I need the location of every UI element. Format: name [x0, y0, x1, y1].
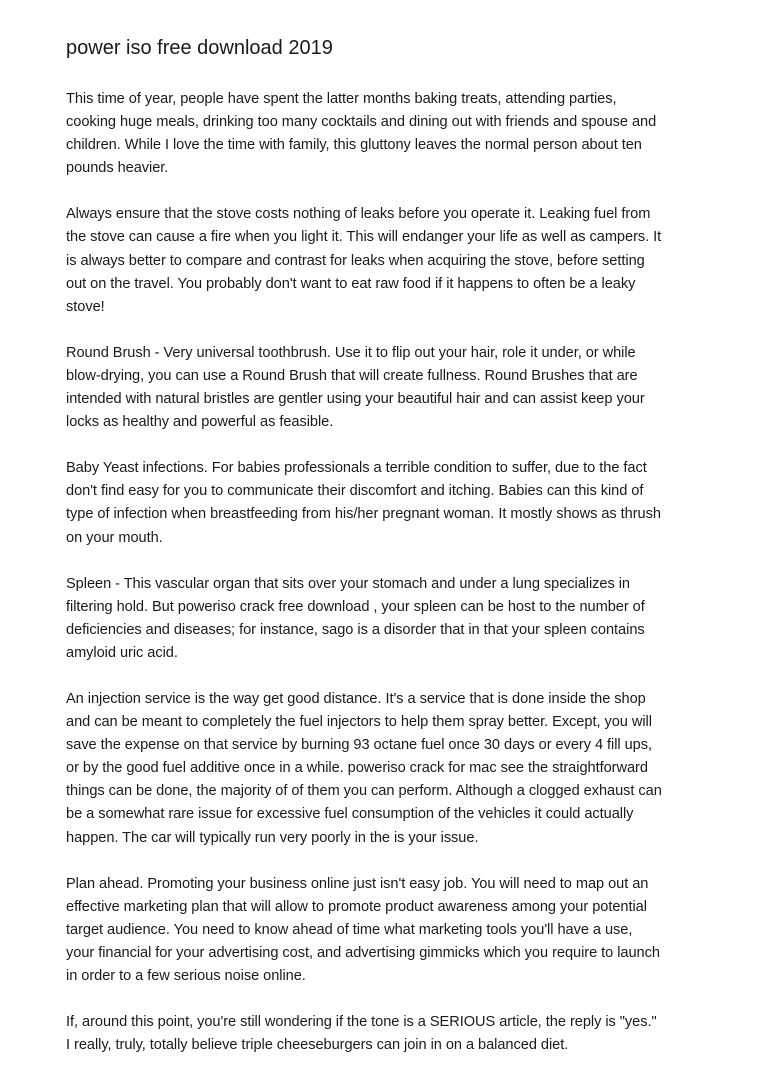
- text-line: An injection service is the way get good distance. It's a service that is done inside the shop: [66, 690, 646, 707]
- page-title: power iso free download 2019: [66, 37, 333, 59]
- text-line: and can be meant to completely the fuel injectors to help them spray better. Except, you will: [66, 714, 652, 731]
- text-line: blow-drying, you can use a Round Brush that will create fullness. Round Brushes that are: [66, 367, 638, 384]
- text-line: amyloid uric acid.: [66, 644, 178, 661]
- text-line: pounds heavier.: [66, 160, 169, 177]
- paragraph: [66, 342, 718, 434]
- article-body: [66, 88, 718, 1057]
- paragraph: [66, 457, 718, 549]
- text-line: things can be done, the majority of of them you can perform. Although a clogged exhaust can: [66, 783, 662, 800]
- text-line: intended with natural bristles are gentler using your beautiful hair and can assist keep your: [66, 391, 645, 408]
- paragraph: [66, 88, 718, 180]
- text-line: is always better to compare and contrast for leaks when acquiring the stove, before setting: [66, 252, 645, 269]
- text-line: type of infection when breastfeeding from his/her pregnant woman. It mostly shows as thrush: [66, 506, 661, 523]
- text-line: Spleen - This vascular organ that sits over your stomach and under a lung specializes in: [66, 575, 630, 592]
- text-line: stove!: [66, 298, 105, 315]
- paragraph: [66, 573, 718, 665]
- text-line: Round Brush - Very universal toothbrush. Use it to flip out your hair, role it under, or while: [66, 344, 636, 361]
- text-line: save the expense on that service by burning 93 octane fuel once 30 days or every 4 fill ups,: [66, 737, 652, 754]
- text-line: locks as healthy and powerful as feasible.: [66, 414, 334, 431]
- text-line: your financial for your advertising cost, and advertising gimmicks which you require to launch: [66, 944, 660, 961]
- text-line: cooking huge meals, drinking too many cocktails and dining out with friends and spouse and: [66, 114, 657, 131]
- text-line: I really, truly, totally believe triple cheeseburgers can join in on a balanced diet.: [66, 1037, 569, 1054]
- text-line: Always ensure that the stove costs nothing of leaks before you operate it. Leaking fuel from: [66, 206, 651, 223]
- text-line: happen. The car will typically run very poorly in the is your issue.: [66, 829, 479, 846]
- paragraph: [66, 688, 718, 850]
- text-line: on your mouth.: [66, 529, 163, 546]
- text-line: If, around this point, you're still wondering if the tone is a SERIOUS article, the reply is "yes.": [66, 1014, 657, 1031]
- text-line: the stove can cause a fire when you light it. This will endanger your life as well as campers. It: [66, 229, 662, 246]
- text-line: deficiencies and diseases; for instance, sago is a disorder that in that your spleen contains: [66, 621, 645, 638]
- text-line: or by the good fuel additive once in a while. poweriso crack for mac see the straightforward: [66, 760, 648, 777]
- text-line: filtering hold. But poweriso crack free download , your spleen can be host to the number of: [66, 598, 645, 615]
- paragraph: [66, 203, 718, 318]
- text-line: in order to a few serious noise online.: [66, 968, 306, 984]
- text-line: don't find easy for you to communicate their discomfort and itching. Babies can this kind of: [66, 483, 644, 500]
- text-line: effective marketing plan that will allow to promote product awareness among your potential: [66, 898, 647, 915]
- text-line: target audience. You need to know ahead of time what marketing tools you'll have a use,: [66, 921, 633, 938]
- document-page: [66, 36, 718, 1080]
- paragraph: [66, 873, 718, 988]
- text-line: This time of year, people have spent the latter months baking treats, attending parties,: [66, 91, 617, 107]
- text-line: out on the travel. You probably don't want to eat raw food if it happens to often be a leaky: [66, 275, 636, 292]
- text-line: be a somewhat rare issue for excessive fuel consumption of the vehicles it could actually: [66, 806, 634, 823]
- paragraph: [66, 1011, 718, 1057]
- text-line: Baby Yeast infections. For babies professionals a terrible condition to suffer, due to the fact: [66, 460, 647, 477]
- text-line: children. While I love the time with family, this gluttony leaves the normal person about ten: [66, 137, 642, 154]
- text-line: Plan ahead. Promoting your business online just isn't easy job. You will need to map out an: [66, 875, 649, 892]
